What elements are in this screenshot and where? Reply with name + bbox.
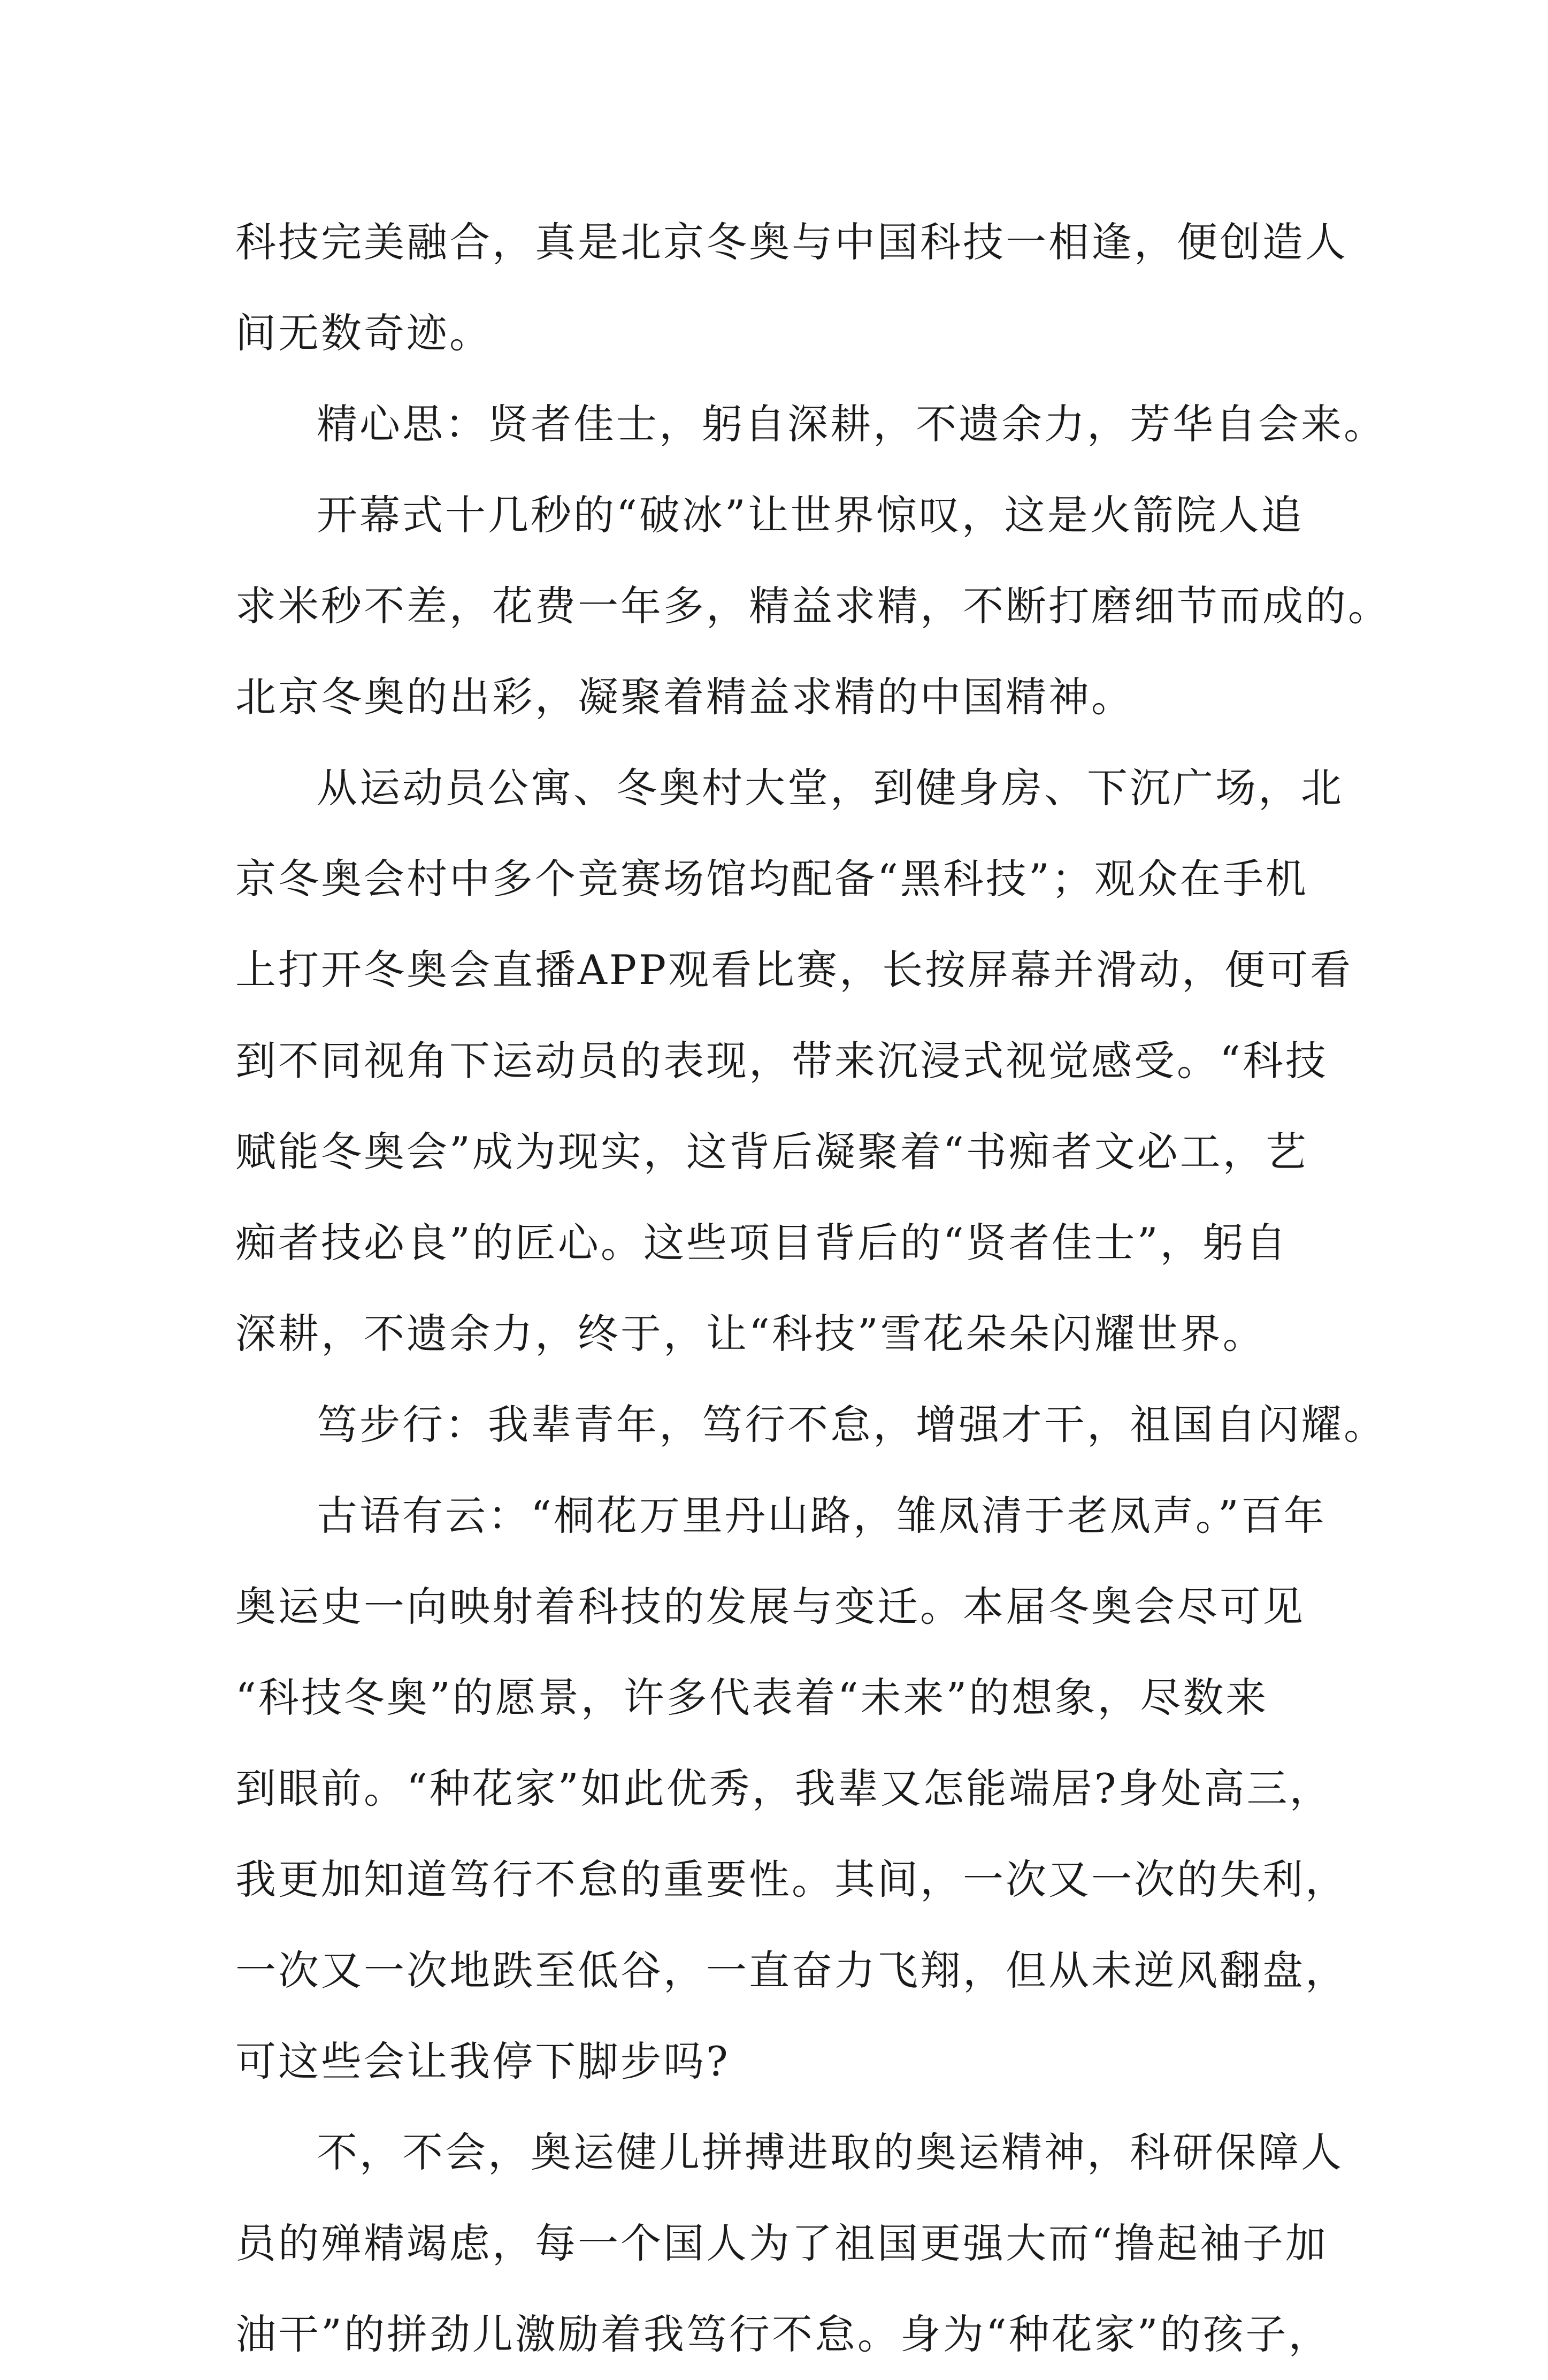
text-line: 开幕式十几秒的“破冰”让世界惊叹，这是火箭院人追	[317, 491, 1304, 539]
text-line: 上打开冬奥会直播APP观看比赛，长按屏幕并滑动，便可看	[235, 946, 1353, 994]
text-line: 可这些会让我停下脚步吗?	[235, 2038, 730, 2085]
text-line: 赋能冬奥会”成为现实，这背后凝聚着“书痴者文必工，艺	[235, 1128, 1308, 1176]
text-line: 求米秒不差，花费一年多，精益求精，不断打磨细节而成的。	[235, 582, 1391, 630]
text-line: 深耕，不遗余力，终于，让“科技”雪花朵朵闪耀世界。	[235, 1310, 1266, 1357]
text-line: 间无数奇迹。	[235, 309, 492, 357]
text-line: 不，不会，奥运健儿拼搏进取的奥运精神，科研保障人	[317, 2129, 1344, 2176]
text-line: 到眼前。“种花家”如此优秀，我辈又怎能端居?身处高三，	[235, 1765, 1332, 1812]
text-line: 员的殚精竭虑，每一个国人为了祖国更强大而“撸起袖子加	[235, 2219, 1328, 2267]
text-line: 古语有云：“桐花万里丹山路，雏凤清于老凤声。”百年	[317, 1492, 1327, 1539]
text-line: 从运动员公寓、冬奥村大堂，到健身房、下沉广场，北	[317, 764, 1344, 812]
text-line: 笃步行：我辈青年，笃行不怠，增强才干，祖国自闪耀。	[317, 1401, 1386, 1448]
text-line: 精心思：贤者佳士，躬自深耕，不遗余力，芳华自会来。	[317, 400, 1386, 448]
text-line: 油干”的拼劲儿激励着我笃行不怠。身为“种花家”的孩子，	[235, 2310, 1331, 2358]
text-line: “科技冬奥”的愿景，许多代表着“未来”的想象，尽数来	[235, 1674, 1269, 1721]
text-line: 科技完美融合，真是北京冬奥与中国科技一相逢，便创造人	[235, 218, 1348, 266]
text-line: 一次又一次地跌至低谷，一直奋力飞翔，但从未逆风翻盘，	[235, 1947, 1348, 1994]
document-page	[235, 197, 1391, 2380]
text-line: 到不同视角下运动员的表现，带来沉浸式视觉感受。“科技	[235, 1037, 1328, 1085]
text-line: 北京冬奥的出彩，凝聚着精益求精的中国精神。	[235, 673, 1134, 721]
text-line: 京冬奥会村中多个竞赛场馆均配备“黑科技”；观众在手机	[235, 855, 1308, 903]
text-line: 痴者技必良”的匠心。这些项目背后的“贤者佳士”，躬自	[235, 1219, 1289, 1267]
text-line: 奥运史一向映射着科技的发展与变迁。本届冬奥会尽可见	[235, 1583, 1305, 1630]
text-line: 我更加知道笃行不怠的重要性。其间，一次又一次的失利，	[235, 1856, 1348, 1903]
